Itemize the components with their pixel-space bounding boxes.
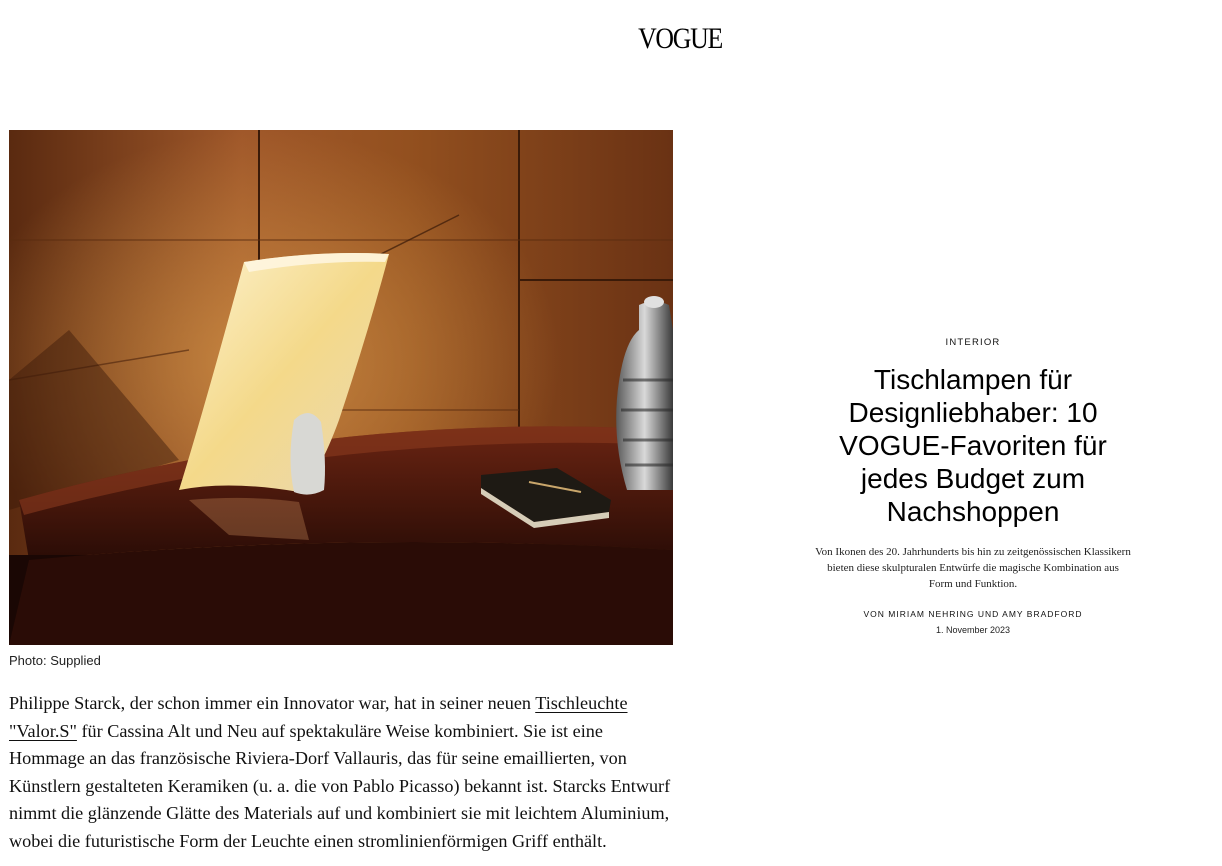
article-body <box>9 690 677 856</box>
hero-image <box>9 130 673 645</box>
rubric-label[interactable]: INTERIOR <box>945 337 1001 348</box>
lamp-photo <box>9 130 673 645</box>
photo-credit: Photo: Supplied <box>9 653 101 668</box>
article-dek: Von Ikonen des 20. Jahrhunderts bis hin zu zeitgenössischen Klassikern bieten diese skulpturalen Entwürfe die magische Kombination aus Form und Funktion. <box>815 546 1131 590</box>
product-link[interactable]: Tischleuchte "Valor.S" <box>9 693 628 741</box>
body-text-before-link: Philippe Starck, der schon immer ein Innovator war, hat in seiner neuen <box>9 693 536 713</box>
publish-date: 1. November 2023 <box>935 625 1011 635</box>
body-text-after-link: für Cassina Alt und Neu auf spektakuläre Weise kombiniert. Sie ist eine Hommage an das französische Riviera-Dorf Vallauris, das für seine emaillierten, von Künstlern gestalteten Keramiken (u. a. die von Pablo Picasso) bekannt ist. Starcks Entwurf nimmt die glänzende Glätte des Materials auf und kombiniert sie mit leichtem Aluminium, wobei die futuristische Form der Leuchte einen stromlinienförmigen Griff enthält. <box>9 720 671 851</box>
article-headline: Tischlampen für Designliebhaber: 10 VOGUE-Favoriten für jedes Budget zum Nachshoppen <box>839 364 1107 527</box>
vogue-logo[interactable]: VOGUE <box>638 22 722 55</box>
article-header <box>808 337 1138 636</box>
author-byline[interactable]: VON MIRIAM NEHRING UND AMY BRADFORD <box>863 609 1083 619</box>
